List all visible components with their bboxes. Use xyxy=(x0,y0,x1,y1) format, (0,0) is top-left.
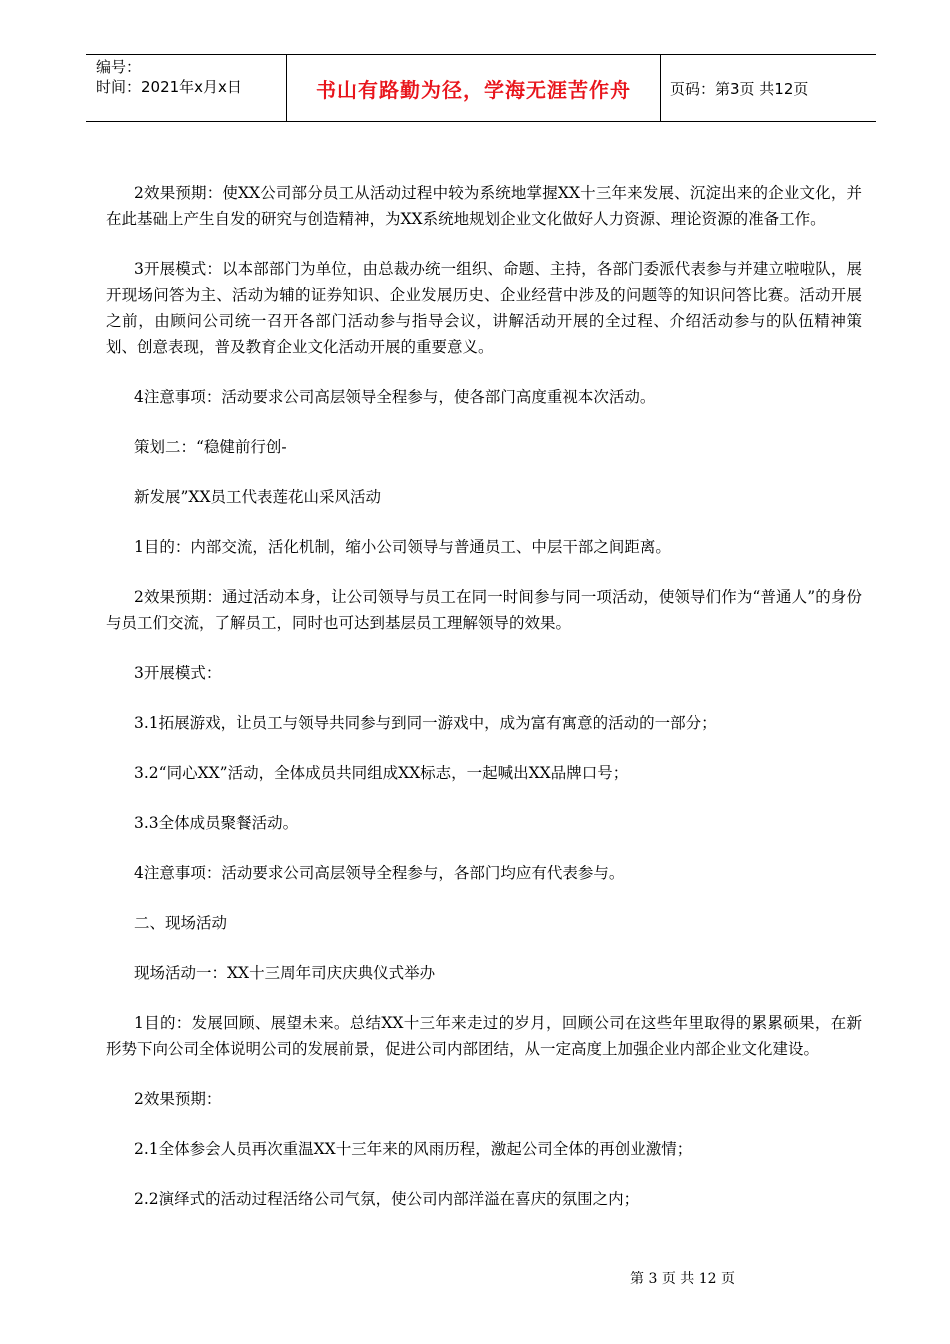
paragraph-notes: 4注意事项：活动要求公司高层领导全程参与，使各部门高度重视本次活动。 xyxy=(134,388,656,406)
paragraph-item-2-1: 2.1全体参会人员再次重温XX十三年来的风雨历程，激起公司全体的再创业激情； xyxy=(134,1140,693,1158)
paragraph-onsite-purpose: 1目的：发展回顾、展望未来。总结XX十三年来走过的岁月，回顾公司在这些年里取得的累累硕果，在新形势下向公司全体说明公司的发展前景，促进公司内部团结，从一定高度上加强企业内部企业文化建设。 xyxy=(106,1014,862,1058)
section-heading-onsite: 二、现场活动 xyxy=(134,914,228,932)
document-time-label: 时间：2021年x月x日 xyxy=(96,78,242,96)
header-divider-right xyxy=(660,55,661,121)
paragraph-plan-two-subtitle: 新发展”XX员工代表莲花山采风活动 xyxy=(134,488,381,506)
paragraph-item-3-3: 3.3全体成员聚餐活动。 xyxy=(134,814,299,832)
document-number-label: 编号： xyxy=(96,58,142,76)
paragraph-expected-effect-2: 2效果预期：通过活动本身，让公司领导与员工在同一时间参与同一项活动，使领导们作为“普通人”的身份与员工们交流，了解员工，同时也可达到基层员工理解领导的效果。 xyxy=(106,588,862,632)
header-page-label: 页码：第3页 共12页 xyxy=(670,79,809,98)
paragraph-item-3-2: 3.2“同心XX”活动，全体成员共同组成XX标志，一起喊出XX品牌口号； xyxy=(134,764,629,782)
document-body xyxy=(106,180,862,1212)
paragraph-expected-effect: 2效果预期：使XX公司部分员工从活动过程中较为系统地掌握XX十三年来发展、沉淀出来的企业文化，并在此基础上产生自发的研究与创造精神，为XX系统地规划企业文化做好人力资源、理论资源的准备工作。 xyxy=(106,184,862,228)
paragraph-plan-two-title: 策划二：“稳健前行创- xyxy=(134,438,287,456)
paragraph-item-2-2: 2.2演绎式的活动过程活络公司气氛，使公司内部洋溢在喜庆的氛围之内； xyxy=(134,1190,640,1208)
paragraph-notes-2: 4注意事项：活动要求公司高层领导全程参与，各部门均应有代表参与。 xyxy=(134,864,625,882)
page-footer: 第 3 页 共 12 页 xyxy=(630,1271,735,1287)
header-motto: 书山有路勤为径，学海无涯苦作舟 xyxy=(316,77,631,102)
header-info xyxy=(86,55,286,121)
paragraph-mode: 3开展模式：以本部部门为单位，由总裁办统一组织、命题、主持，各部门委派代表参与并建立啦啦队，展开现场问答为主、活动为辅的证券知识、企业发展历史、企业经营中涉及的问题等的知识问答比赛。活动开展之前，由顾问公司统一召开各部门活动参与指导会议，讲解活动开展的全过程、介绍活动参与的队伍精神策划、创意表现，普及教育企业文化活动开展的重要意义。 xyxy=(106,260,862,356)
page-header xyxy=(86,54,876,122)
paragraph-mode-2: 3开展模式： xyxy=(134,664,222,682)
paragraph-purpose: 1目的：内部交流，活化机制，缩小公司领导与普通员工、中层干部之间距离。 xyxy=(134,538,671,556)
paragraph-onsite-activity-one: 现场活动一：XX十三周年司庆庆典仪式举办 xyxy=(134,964,436,982)
paragraph-item-3-1: 3.1拓展游戏，让员工与领导共同参与到同一游戏中，成为富有寓意的活动的一部分； xyxy=(134,714,717,732)
paragraph-onsite-expected-effect: 2效果预期： xyxy=(134,1090,222,1108)
